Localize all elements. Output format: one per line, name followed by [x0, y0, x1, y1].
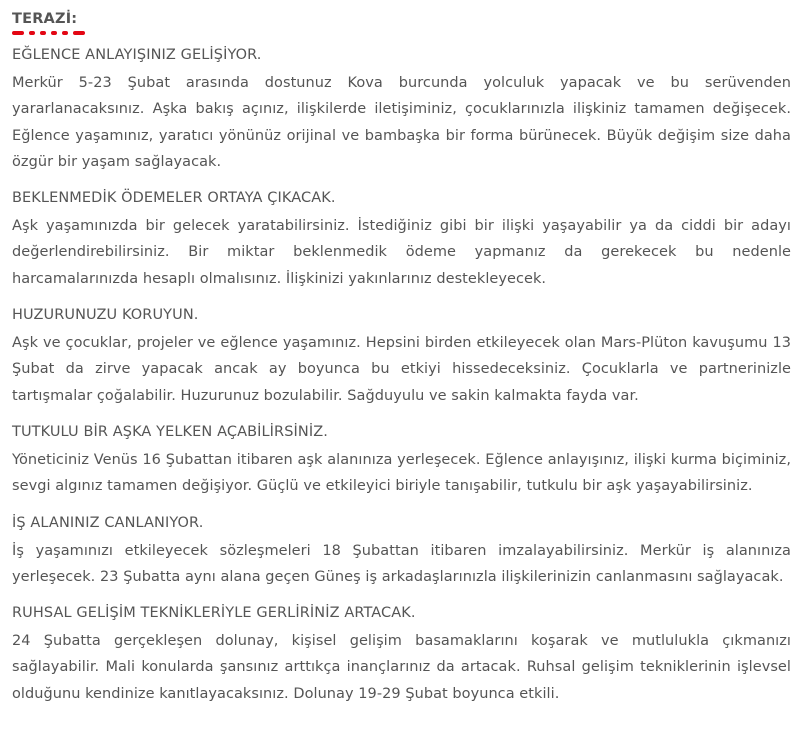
section-heading: RUHSAL GELİŞİM TEKNİKLERİYLE GERLİRİNİZ ARTACAK. — [12, 605, 416, 622]
section-body: Merkür 5-23 Şubat arasında dostunuz Kova burcunda yolculuk yapacak ve bu serüvenden yararlanacaksınız. Aşka bakış açınız, ilişkilerde iletişiminiz, çocuklarınızla ilişkiniz tamamen değişecek. Eğlence yaşamınız, yaratıcı yönünüz orijinal ve bambaşka bir forma bürünecek. Büyük değişim size daha özgür bir yaşam sağlayacak. — [12, 75, 791, 170]
section-heading: HUZURUNUZU KORUYUN. — [12, 307, 199, 324]
underline-dash — [12, 31, 24, 35]
section-body: 24 Şubatta gerçekleşen dolunay, kişisel gelişim basamaklarını koşarak ve mutlulukla çıkmanızı sağlayabilir. Mali konularda şansınız arttıkça inançlarınız da artacak. Ruhsal gelişim tekniklerinin işlevsel olduğunu kendinize kanıtlayacaksınız. Dolunay 19-29 Şubat boyunca etkili. — [12, 633, 791, 702]
underline-dash — [73, 31, 85, 35]
section-body: Aşk ve çocuklar, projeler ve eğlence yaşamınız. Hepsini birden etkileyecek olan Mars-Plüton kavuşumu 13 Şubat da zirve yapacak ancak ay boyunca bu etkiyi hissedeceksiniz. Çocuklarla ve partnerinizle tartışmalar çoğalabilir. Huzurunuz bozulabilir. Sağduyulu ve sakin kalmakta fayda var. — [12, 335, 791, 404]
page-title: TERAZİ: — [12, 11, 78, 27]
section-payments — [12, 189, 791, 292]
underline-dash — [29, 31, 35, 35]
underline-dash — [40, 31, 46, 35]
section-love — [12, 423, 791, 500]
section-fun — [12, 46, 791, 175]
section-body: Yöneticiniz Venüs 16 Şubattan itibaren aşk alanınıza yerleşecek. Eğlence anlayışınız, ilişki kurma biçiminiz, sevgi algınız tamamen değişiyor. Güçlü ve etkileyici biriyle tanışabilir, tutkulu bir aşk yaşayabilirsiniz. — [12, 451, 791, 495]
section-heading: EĞLENCE ANLAYIŞINIZ GELİŞİYOR. — [12, 47, 262, 63]
section-heading: İŞ ALANINIZ CANLANIYOR. — [12, 514, 204, 531]
underline-dash — [51, 31, 57, 35]
section-peace — [12, 306, 791, 409]
section-heading: TUTKULU BİR AŞKA YELKEN AÇABİLİRSİNİZ. — [12, 423, 328, 440]
section-body: Aşk yaşamınızda bir gelecek yaratabilirsiniz. İstediğiniz gibi bir ilişki yaşayabilir ya da ciddi bir adayı değerlendirebilirsiniz. Bir miktar beklenmedik ödeme yapmanız da gerekecek bu nedenle harcamalarınızda hesaplı olmalısınız. İlişkinizi yakınlarınız destekleyecek. — [12, 218, 791, 287]
section-heading: BEKLENMEDİK ÖDEMELER ORTAYA ÇIKACAK. — [12, 190, 336, 207]
section-work — [12, 514, 791, 591]
title-dashed-underline — [12, 31, 791, 35]
underline-dash — [62, 31, 68, 35]
section-spiritual — [12, 604, 791, 707]
section-body: İş yaşamınızı etkileyecek sözleşmeleri 18 Şubattan itibaren imzalayabilirsiniz. Merkür iş alanınıza yerleşecek. 23 Şubatta aynı alana geçen Güneş iş arkadaşlarınızla ilişkilerinizin canlanmasını sağlayacak. — [12, 542, 791, 585]
